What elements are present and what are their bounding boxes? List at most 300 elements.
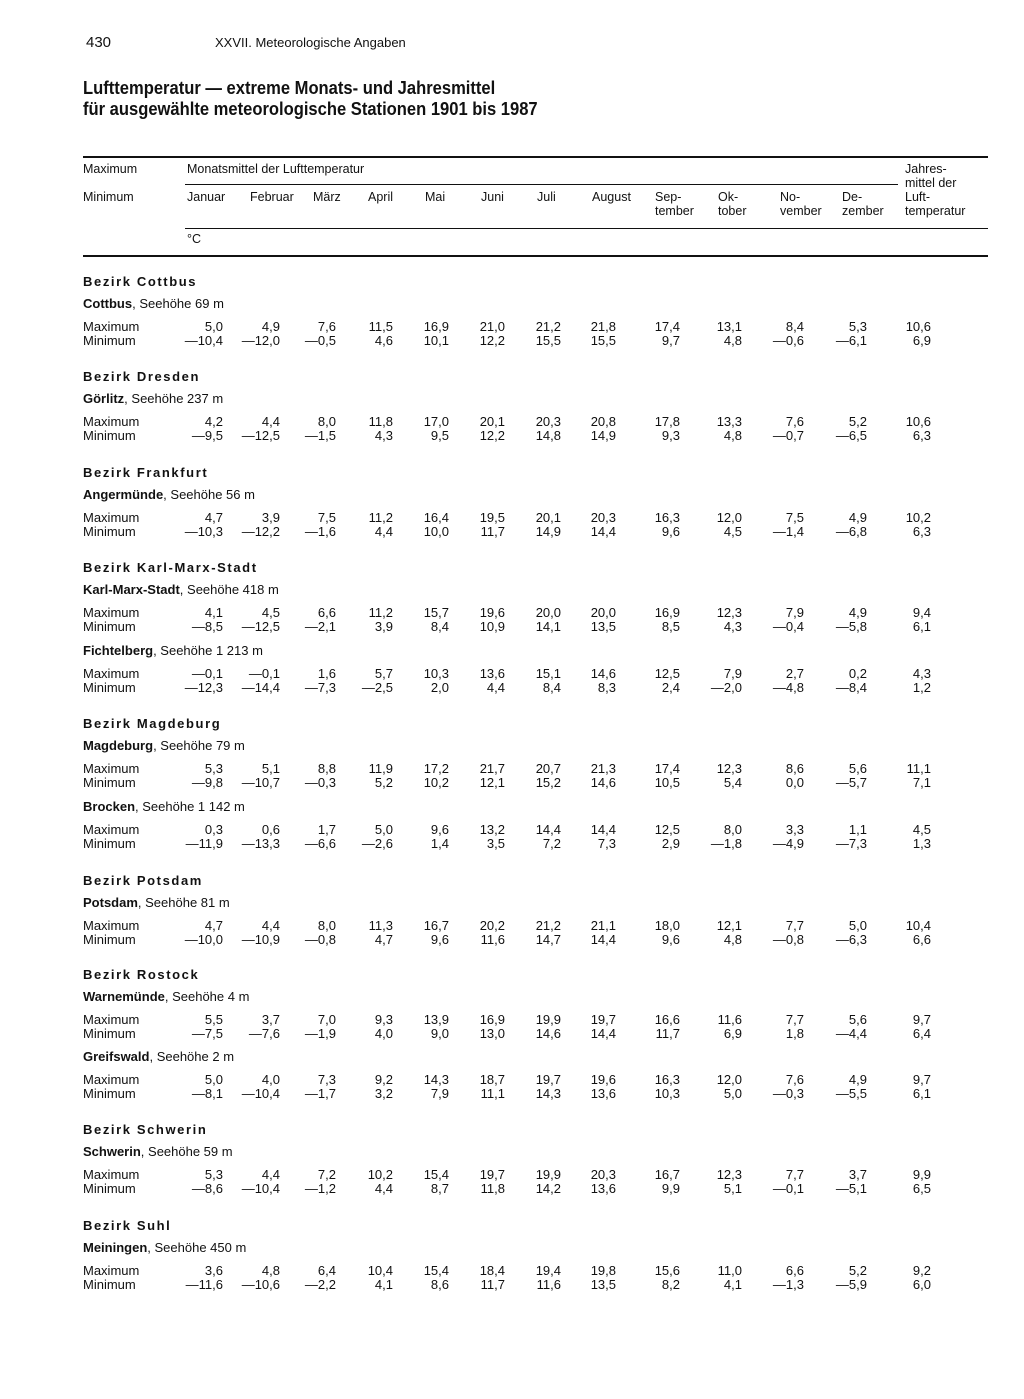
value-cell: 11,0 (717, 1263, 742, 1278)
value-cell: 5,6 (848, 761, 867, 776)
station-name: Karl-Marx-Stadt (83, 582, 180, 597)
value-cell: —10,4 (241, 1086, 280, 1101)
value-cell: 12,3 (716, 761, 742, 776)
value-cell: 19,5 (479, 510, 505, 525)
value-cell: —10,0 (184, 932, 223, 947)
station-heading (83, 391, 223, 406)
value-cell: 3,5 (486, 836, 505, 851)
header-mid-rule (185, 184, 898, 185)
value-cell: 18,7 (479, 1072, 505, 1087)
row-label: Minimum (83, 1086, 136, 1101)
value-cell: —5,8 (835, 619, 867, 634)
row-label: Minimum (83, 836, 136, 851)
value-cell: —8,1 (191, 1086, 223, 1101)
value-cell: 4,2 (204, 414, 223, 429)
value-cell: —12,0 (241, 333, 280, 348)
station-name: Cottbus (83, 296, 133, 311)
value-cell: —10,7 (241, 775, 280, 790)
value-cell: 10,6 (905, 319, 931, 334)
value-cell: 19,6 (479, 605, 505, 620)
value-cell: 8,0 (317, 414, 336, 429)
station-elevation: , Seehöhe 69 m (132, 296, 224, 311)
value-cell: 10,5 (654, 775, 680, 790)
value-cell: 15,6 (654, 1263, 680, 1278)
value-cell: 5,7 (374, 666, 393, 681)
page-number: 430 (86, 34, 112, 51)
value-cell: 17,0 (423, 414, 449, 429)
value-cell: 10,2 (423, 775, 449, 790)
header-month-februar: Februar (250, 190, 294, 204)
value-cell: 20,0 (535, 605, 561, 620)
value-cell: —0,1 (772, 1181, 804, 1196)
value-cell: —12,2 (241, 524, 280, 539)
row-label: Minimum (83, 524, 136, 539)
table-row-max (83, 1264, 983, 1278)
value-cell: 1,1 (848, 822, 867, 837)
header-month-september (655, 190, 694, 218)
value-cell: 6,6 (317, 605, 336, 620)
value-cell: 8,7 (430, 1181, 449, 1196)
value-cell: —0,6 (772, 333, 804, 348)
value-cell: 4,9 (848, 1072, 867, 1087)
bezirk-heading: Bezirk Cottbus (83, 274, 198, 289)
value-cell: —1,3 (772, 1277, 804, 1292)
value-cell: 17,2 (423, 761, 449, 776)
value-cell: 9,9 (661, 1181, 680, 1196)
value-cell: 14,6 (535, 1026, 561, 1041)
value-cell: —6,3 (835, 932, 867, 947)
station-heading (83, 1240, 246, 1255)
value-cell: 19,7 (590, 1012, 616, 1027)
value-cell: 4,3 (374, 428, 393, 443)
value-cell: 5,0 (723, 1086, 742, 1101)
value-cell: 16,7 (654, 1167, 680, 1182)
value-cell: —2,5 (361, 680, 393, 695)
value-cell: —6,6 (304, 836, 336, 851)
value-cell: —9,5 (191, 428, 223, 443)
row-label: Maximum (83, 605, 140, 620)
value-cell: 4,1 (723, 1277, 742, 1292)
value-cell: 5,3 (204, 1167, 223, 1182)
row-label: Maximum (83, 761, 140, 776)
value-cell: 14,6 (590, 666, 616, 681)
table-row-min (83, 1027, 983, 1041)
value-cell: 8,4 (542, 680, 561, 695)
value-cell: 16,3 (654, 1072, 680, 1087)
station-heading (83, 895, 230, 910)
value-cell: 9,0 (430, 1026, 449, 1041)
value-cell: 11,7 (480, 524, 505, 539)
value-cell: —4,4 (835, 1026, 867, 1041)
row-label: Maximum (83, 918, 140, 933)
row-label: Maximum (83, 1012, 140, 1027)
value-cell: 21,0 (479, 319, 505, 334)
value-cell: —0,1 (248, 666, 280, 681)
table-row-min (83, 620, 983, 634)
value-cell: 7,2 (317, 1167, 336, 1182)
value-cell: 11,8 (480, 1181, 505, 1196)
value-cell: 11,7 (655, 1026, 680, 1041)
value-cell: 5,2 (848, 1263, 867, 1278)
station-elevation: , Seehöhe 418 m (179, 582, 279, 597)
value-cell: 4,4 (374, 524, 393, 539)
value-cell: 20,2 (479, 918, 505, 933)
value-cell: —11,9 (185, 836, 223, 851)
station-elevation: , Seehöhe 237 m (124, 391, 224, 406)
value-cell: 5,0 (204, 319, 223, 334)
value-cell: 13,9 (423, 1012, 449, 1027)
value-cell: 7,1 (912, 775, 931, 790)
value-cell: 7,6 (317, 319, 336, 334)
value-cell: —6,1 (835, 333, 867, 348)
value-cell: 21,8 (590, 319, 616, 334)
value-cell: 11,5 (368, 319, 393, 334)
value-cell: 4,1 (374, 1277, 393, 1292)
value-cell: 9,3 (661, 428, 680, 443)
value-cell: 13,3 (716, 414, 742, 429)
value-cell: 16,4 (423, 510, 449, 525)
station-elevation: , Seehöhe 79 m (153, 738, 245, 753)
row-label: Minimum (83, 1277, 136, 1292)
value-cell: 15,4 (423, 1167, 449, 1182)
value-cell: 5,5 (204, 1012, 223, 1027)
value-cell: —1,2 (304, 1181, 336, 1196)
station-elevation: , Seehöhe 1 142 m (135, 799, 245, 814)
station-heading (83, 643, 263, 658)
table-row-min (83, 525, 983, 539)
row-label: Minimum (83, 1026, 136, 1041)
value-cell: 3,3 (785, 822, 804, 837)
table-row-min (83, 837, 983, 851)
header-sep-line1: Sep- (655, 190, 682, 204)
value-cell: 6,0 (912, 1277, 931, 1292)
value-cell: 12,2 (479, 333, 505, 348)
value-cell: —10,4 (241, 1181, 280, 1196)
value-cell: 14,2 (535, 1181, 561, 1196)
value-cell: 3,6 (204, 1263, 223, 1278)
station-name: Meiningen (83, 1240, 148, 1255)
bezirk-heading: Bezirk Magdeburg (83, 716, 222, 731)
value-cell: —7,6 (248, 1026, 280, 1041)
value-cell: 12,1 (479, 775, 505, 790)
value-cell: 0,3 (204, 822, 223, 837)
value-cell: —0,8 (304, 932, 336, 947)
value-cell: 12,0 (716, 510, 742, 525)
value-cell: 4,4 (486, 680, 505, 695)
station-heading (83, 1144, 233, 1159)
table-row-min (83, 933, 983, 947)
value-cell: 9,7 (661, 333, 680, 348)
value-cell: 21,2 (535, 918, 561, 933)
value-cell: —5,5 (835, 1086, 867, 1101)
bezirk-heading: Bezirk Rostock (83, 967, 200, 982)
value-cell: 5,1 (723, 1181, 742, 1196)
value-cell: 10,3 (423, 666, 449, 681)
value-cell: 13,5 (590, 619, 616, 634)
value-cell: —8,5 (191, 619, 223, 634)
value-cell: 8,5 (661, 619, 680, 634)
title-line-2: für ausgewählte meteorologische Stationen 1901 bis 1987 (83, 99, 538, 119)
station-heading (83, 1049, 234, 1064)
value-cell: 20,0 (590, 605, 616, 620)
table-row-max (83, 1168, 983, 1182)
value-cell: —12,5 (241, 619, 280, 634)
value-cell: 5,1 (261, 761, 280, 776)
value-cell: 21,7 (479, 761, 505, 776)
value-cell: —11,6 (185, 1277, 223, 1292)
value-cell: —10,3 (184, 524, 223, 539)
value-cell: 20,3 (535, 414, 561, 429)
value-cell: 19,9 (535, 1167, 561, 1182)
value-cell: 3,9 (261, 510, 280, 525)
header-jahr-line4: temperatur (905, 204, 966, 218)
value-cell: 7,5 (785, 510, 804, 525)
value-cell: 16,6 (654, 1012, 680, 1027)
value-cell: —4,9 (772, 836, 804, 851)
value-cell: 6,3 (912, 524, 931, 539)
value-cell: 11,6 (717, 1012, 742, 1027)
row-label: Minimum (83, 775, 136, 790)
running-head: XXVII. Meteorologische Angaben (215, 35, 406, 50)
value-cell: —14,4 (241, 680, 280, 695)
value-cell: 16,9 (479, 1012, 505, 1027)
value-cell: 10,0 (423, 524, 449, 539)
header-okt-line2: tober (718, 204, 747, 218)
value-cell: 3,9 (374, 619, 393, 634)
value-cell: 21,2 (535, 319, 561, 334)
value-cell: 5,2 (374, 775, 393, 790)
value-cell: —1,8 (710, 836, 742, 851)
value-cell: 10,2 (367, 1167, 393, 1182)
value-cell: 14,4 (590, 822, 616, 837)
value-cell: 9,6 (661, 932, 680, 947)
value-cell: 6,4 (317, 1263, 336, 1278)
value-cell: —8,6 (191, 1181, 223, 1196)
header-month-dezember (842, 190, 884, 218)
value-cell: 7,5 (317, 510, 336, 525)
table-row-min (83, 681, 983, 695)
value-cell: 14,4 (590, 932, 616, 947)
row-label: Maximum (83, 1263, 140, 1278)
row-label: Minimum (83, 333, 136, 348)
value-cell: 11,9 (368, 761, 393, 776)
value-cell: 10,1 (423, 333, 449, 348)
value-cell: 11,6 (480, 932, 505, 947)
value-cell: 3,7 (848, 1167, 867, 1182)
value-cell: 6,1 (912, 619, 931, 634)
value-cell: 13,2 (479, 822, 505, 837)
value-cell: —5,1 (835, 1181, 867, 1196)
header-month-juli: Juli (537, 190, 556, 204)
value-cell: 7,9 (430, 1086, 449, 1101)
value-cell: 20,8 (590, 414, 616, 429)
value-cell: 21,1 (590, 918, 616, 933)
header-month-oktober (718, 190, 747, 218)
value-cell: 0,2 (848, 666, 867, 681)
value-cell: 19,6 (590, 1072, 616, 1087)
table-row-min (83, 1278, 983, 1292)
header-unit-rule (185, 228, 988, 229)
value-cell: 20,1 (479, 414, 505, 429)
value-cell: 8,2 (661, 1277, 680, 1292)
value-cell: 14,9 (590, 428, 616, 443)
bezirk-heading: Bezirk Schwerin (83, 1122, 208, 1137)
value-cell: —2,1 (304, 619, 336, 634)
value-cell: 12,0 (716, 1072, 742, 1087)
value-cell: 9,3 (374, 1012, 393, 1027)
station-name: Magdeburg (83, 738, 154, 753)
value-cell: 8,0 (317, 918, 336, 933)
value-cell: 4,5 (912, 822, 931, 837)
value-cell: 16,3 (654, 510, 680, 525)
row-label: Minimum (83, 680, 136, 695)
value-cell: 7,2 (542, 836, 561, 851)
value-cell: 14,6 (590, 775, 616, 790)
header-nov-line1: No- (780, 190, 801, 204)
station-heading (83, 989, 249, 1004)
value-cell: 19,8 (590, 1263, 616, 1278)
table-row-min (83, 1087, 983, 1101)
value-cell: 3,2 (374, 1086, 393, 1101)
value-cell: 1,6 (317, 666, 336, 681)
value-cell: 9,6 (430, 932, 449, 947)
value-cell: —0,4 (772, 619, 804, 634)
value-cell: 17,8 (654, 414, 680, 429)
value-cell: 8,8 (317, 761, 336, 776)
value-cell: 6,1 (912, 1086, 931, 1101)
row-label: Minimum (83, 932, 136, 947)
value-cell: 21,3 (590, 761, 616, 776)
value-cell: 0,6 (261, 822, 280, 837)
value-cell: 9,9 (912, 1167, 931, 1182)
value-cell: 0,0 (785, 775, 804, 790)
value-cell: 4,3 (912, 666, 931, 681)
station-heading (83, 738, 245, 753)
value-cell: 4,9 (848, 510, 867, 525)
value-cell: —9,8 (191, 775, 223, 790)
value-cell: 11,2 (368, 605, 393, 620)
value-cell: 20,7 (535, 761, 561, 776)
value-cell: 4,8 (261, 1263, 280, 1278)
value-cell: 13,1 (716, 319, 742, 334)
table-row-min (83, 334, 983, 348)
value-cell: 15,7 (423, 605, 449, 620)
value-cell: 19,7 (479, 1167, 505, 1182)
value-cell: —2,2 (304, 1277, 336, 1292)
row-label: Maximum (83, 822, 140, 837)
page-title (83, 78, 727, 120)
value-cell: —0,1 (191, 666, 223, 681)
header-monatsmittel: Monatsmittel der Lufttemperatur (187, 162, 365, 176)
value-cell: 15,5 (590, 333, 616, 348)
table-row-max (83, 1013, 983, 1027)
table-row-max (83, 511, 983, 525)
value-cell: —1,4 (772, 524, 804, 539)
value-cell: 12,5 (654, 822, 680, 837)
value-cell: 4,9 (261, 319, 280, 334)
value-cell: 14,3 (423, 1072, 449, 1087)
station-name: Greifswald (83, 1049, 150, 1064)
header-month-juni: Juni (481, 190, 504, 204)
header-month-januar: Januar (187, 190, 226, 204)
row-label: Maximum (83, 1072, 140, 1087)
value-cell: —1,5 (304, 428, 336, 443)
value-cell: 1,8 (785, 1026, 804, 1041)
value-cell: 20,3 (590, 510, 616, 525)
value-cell: 10,2 (905, 510, 931, 525)
value-cell: 8,4 (430, 619, 449, 634)
value-cell: 11,7 (480, 1277, 505, 1292)
value-cell: 8,6 (785, 761, 804, 776)
station-heading (83, 296, 224, 311)
value-cell: 2,9 (661, 836, 680, 851)
value-cell: 4,8 (723, 932, 742, 947)
value-cell: —0,3 (304, 775, 336, 790)
value-cell: 1,3 (912, 836, 931, 851)
value-cell: 19,7 (535, 1072, 561, 1087)
bezirk-heading: Bezirk Karl-Marx-Stadt (83, 560, 258, 575)
value-cell: 11,6 (536, 1277, 561, 1292)
value-cell: —10,4 (184, 333, 223, 348)
row-label: Maximum (83, 1167, 140, 1182)
value-cell: —1,6 (304, 524, 336, 539)
header-month-maerz: März (313, 190, 341, 204)
value-cell: 1,4 (430, 836, 449, 851)
value-cell: 8,6 (430, 1277, 449, 1292)
value-cell: 13,6 (590, 1181, 616, 1196)
value-cell: 3,7 (261, 1012, 280, 1027)
station-elevation: , Seehöhe 56 m (163, 487, 255, 502)
header-maximum: Maximum (83, 162, 138, 176)
table-row-max (83, 919, 983, 933)
value-cell: 14,9 (535, 524, 561, 539)
table-row-max (83, 1073, 983, 1087)
header-nov-line2: vember (780, 204, 822, 218)
row-label: Minimum (83, 619, 136, 634)
bezirk-heading: Bezirk Potsdam (83, 873, 203, 888)
value-cell: 14,7 (535, 932, 561, 947)
station-elevation: , Seehöhe 59 m (140, 1144, 233, 1159)
value-cell: —0,3 (772, 1086, 804, 1101)
header-month-april: April (368, 190, 394, 204)
station-heading (83, 799, 245, 814)
value-cell: —7,5 (191, 1026, 223, 1041)
station-elevation: , Seehöhe 4 m (164, 989, 250, 1004)
value-cell: 14,3 (535, 1086, 561, 1101)
station-elevation: , Seehöhe 450 m (147, 1240, 247, 1255)
value-cell: 8,4 (785, 319, 804, 334)
value-cell: —1,9 (304, 1026, 336, 1041)
table-row-max (83, 320, 983, 334)
row-label: Maximum (83, 666, 140, 681)
header-jahr-line1: Jahres- (905, 162, 947, 176)
value-cell: —12,5 (241, 428, 280, 443)
value-cell: 9,7 (912, 1072, 931, 1087)
row-label: Minimum (83, 1181, 136, 1196)
value-cell: 15,2 (535, 775, 561, 790)
header-unit: °C (187, 232, 202, 246)
header-sep-line2: tember (655, 204, 694, 218)
header-month-august: August (592, 190, 631, 204)
station-name: Warnemünde (83, 989, 165, 1004)
value-cell: 6,5 (912, 1181, 931, 1196)
value-cell: 16,9 (654, 605, 680, 620)
value-cell: 12,3 (716, 1167, 742, 1182)
value-cell: 17,4 (654, 319, 680, 334)
station-heading (83, 582, 279, 597)
value-cell: —13,3 (241, 836, 280, 851)
header-month-mai: Mai (425, 190, 446, 204)
